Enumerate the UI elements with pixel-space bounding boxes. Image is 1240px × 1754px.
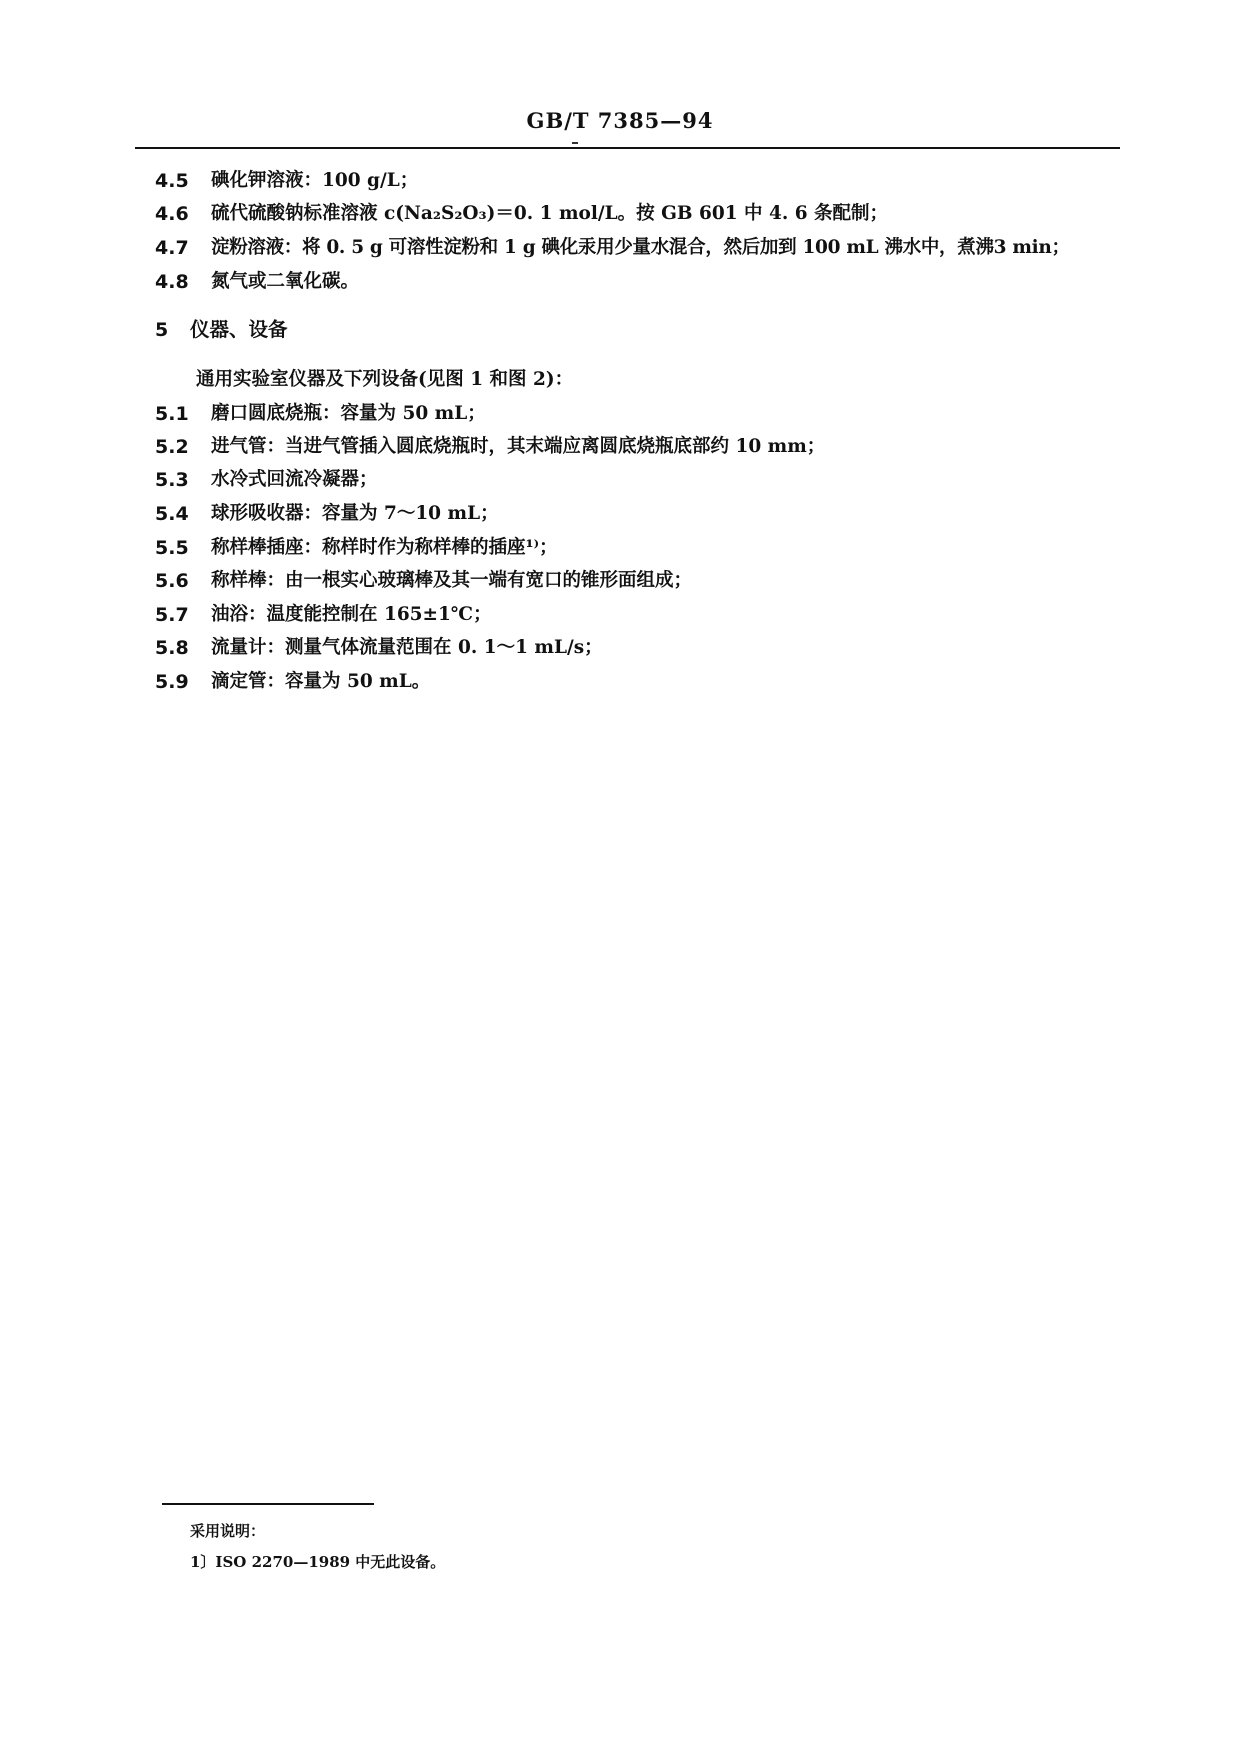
section-title: 仪器、设备 [190,318,288,341]
section-intro-text: 通用实验室仪器及下列设备(见图 1 和图 2)： [196,369,574,390]
item-text: 称样棒：由一根实心玻璃棒及其一端有宽口的锥形面组成； [211,570,693,591]
page-header-title: GB/T 7385—94 [526,108,714,133]
footnote-rule [162,1503,374,1505]
item-text: 油浴：温度能控制在 165±1℃； [211,604,492,625]
item-text: 球形吸收器：容量为 7～10 mL； [211,503,499,524]
item-number: 5.8 [155,637,189,659]
item-number: 5.5 [155,537,189,559]
item-number: 5.6 [155,570,189,592]
item-number: 5.7 [155,604,189,626]
item-text: 称样棒插座：称样时作为称样棒的插座¹⁾； [211,537,558,558]
item-number: 4.7 [155,237,189,259]
item-number: 4.5 [155,170,189,192]
item-text: 水冷式回流冷凝器； [211,469,378,490]
header-rule [135,147,1120,149]
header-tick-mark [572,142,578,144]
item-number: 5.3 [155,469,189,491]
item-text: 滴定管：容量为 50 mL。 [211,671,431,692]
item-text: 磨口圆底烧瓶：容量为 50 mL； [211,403,486,424]
item-text: 硫代硫酸钠标准溶液 c(Na₂S₂O₃)＝0. 1 mol/L。按 GB 601 中 4. 6 条配制； [211,203,889,224]
item-number: 5.4 [155,503,189,525]
footnote-heading: 采用说明： [190,1522,266,1540]
item-text: 进气管：当进气管插入圆底烧瓶时，其末端应离圆底烧瓶底部约 10 mm； [211,436,826,457]
footnote-note: 1〕ISO 2270—1989 中无此设备。 [190,1553,446,1571]
item-number: 5.9 [155,671,189,693]
item-text: 淀粉溶液：将 0. 5 g 可溶性淀粉和 1 g 碘化汞用少量水混合，然后加到 100 mL 沸水中，煮沸3 min； [211,237,1070,258]
item-text: 流量计：测量气体流量范围在 0. 1～1 mL/s； [211,637,603,658]
item-number: 5.2 [155,436,189,458]
section-number: 5 [155,319,169,341]
item-number: 4.8 [155,271,189,293]
item-number: 5.1 [155,403,189,425]
item-text: 氮气或二氧化碳。 [211,271,360,292]
item-number: 4.6 [155,203,189,225]
item-text: 碘化钾溶液：100 g/L； [211,170,419,191]
